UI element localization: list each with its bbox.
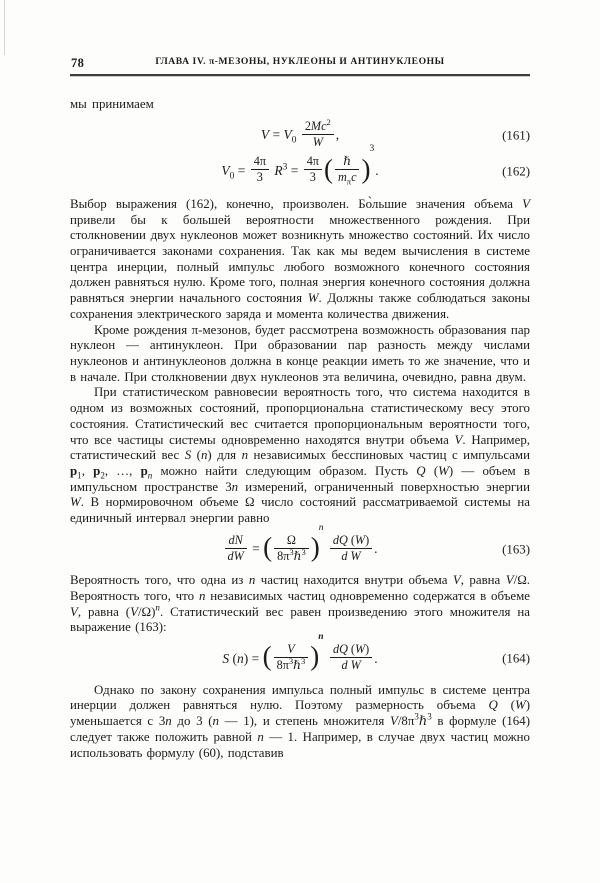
equation-163-math: $\frac{dN}{dW}$ = ( $\frac{\Omega}{8\pi^3\hbar^3}$ )$^n$ $\frac{dQ (W)}{\text{d W}}$ . xyxy=(223,541,378,556)
paragraph-3: При статистическом равновесии вероятность того, что система находится в одном из возможных состояний, пропорциональна статистическому весу этого состояния. Статистический вес считается пропорциональным вероятности того, что все частицы системы одновременно находятся внутри объема V. Например, статистический вес S (n) для n независимых бесспиновых частиц с импульсами $p_1$, $p_2$, …, $p_n$ можно найти следующим образом. Пусть Q (W) — объем в импульсном пространстве 3n измерений, ограниченный поверхностью энергии W. В нормировочном объеме Ω число состояний рассматриваемой системы на единичный интервал энергии равно xyxy=(70,385,531,526)
equation-161 xyxy=(70,116,530,151)
equation-161-label: (161) xyxy=(502,128,530,143)
paragraph-1: Выбор выражения (162), конечно, произволен. Бо̀льшие значения объема V привели бы к большей вероятности множественного рождения. При столкновении двух нуклеонов может возникнуть множество состояний. Их число ограничивается законами сохранения. Так как мы ведем вычисления в системе центра инерции, полный импульс любого возможного конечного состояния должен равняться нулю. Кроме того, полная энергия конечного состояния должна равняться энергии начального состояния W. Должны также соблюдаться законы сохранения электрического заряда и момента количества движения. xyxy=(70,196,530,321)
equation-164-label: (164) xyxy=(502,651,530,666)
paragraph-2: Кроме рождения π-мезонов, будет рассмотрена возможность образования пар нуклеон — антинуклеон. При образовании пар разность между числами нуклеонов и антинуклеонов должна в конце реакции иметь то же значение, что и в начале. При столкновении двух нуклеонов эта величина, очевидно, равна двум. xyxy=(70,322,530,384)
equation-162 xyxy=(70,144,530,187)
equation-163 xyxy=(70,522,530,565)
chapter-title: ГЛАВА IV. π-МЕЗОНЫ, НУКЛЕОНЫ И АНТИНУКЛЕОНЫ xyxy=(155,56,445,67)
equation-164 xyxy=(70,632,530,674)
running-header xyxy=(70,56,530,70)
equation-161-math: $V = V_0$ $\frac{2Mc^2}{W}$ , xyxy=(260,116,340,149)
equation-163-label: (163) xyxy=(502,542,530,557)
equation-162-math: $V_0$ = $\frac{4\pi}{3}$ $R^3$ = $\frac{4\pi}{3}$ ( $\frac{\text{ℏ}}{m_\pi c}$ )$^3$. xyxy=(221,144,379,187)
page-content xyxy=(70,0,530,761)
intro-line: мы принимаем xyxy=(70,97,154,111)
paragraph-4: Вероятность того, что одна из n частиц находится внутри объема V, равна V/Ω. Вероятность того, что n независимых частиц одновременно содержатся в объеме V, равна $(V/\Omega)^n$. Статистический вес равен произведению этого множителя на выражение (163): xyxy=(70,573,530,635)
equation-164-math: S (n) = ( $\frac{V}{8\pi^3\hbar^3}$ )$^n$ $\frac{dQ (W)}{\text{d W}}$ . xyxy=(222,632,378,672)
paragraph-5: Однако по закону сохранения импульса полный импульс в системе центра инерции должен равняться нулю. Поэтому размерность объема Q (W) уменьшается с 3n до 3 (n — 1), и степень множителя $V/8\pi^3\hbar^3$ в формуле (164) следует также положить равной n — 1. Например, в случае двух частиц можно использовать формулу (60), подставив xyxy=(70,682,530,760)
page-number: 78 xyxy=(71,56,85,70)
equation-162-label: (162) xyxy=(502,164,530,179)
scan-edge-artifact xyxy=(4,0,5,55)
header-rule xyxy=(70,74,530,76)
